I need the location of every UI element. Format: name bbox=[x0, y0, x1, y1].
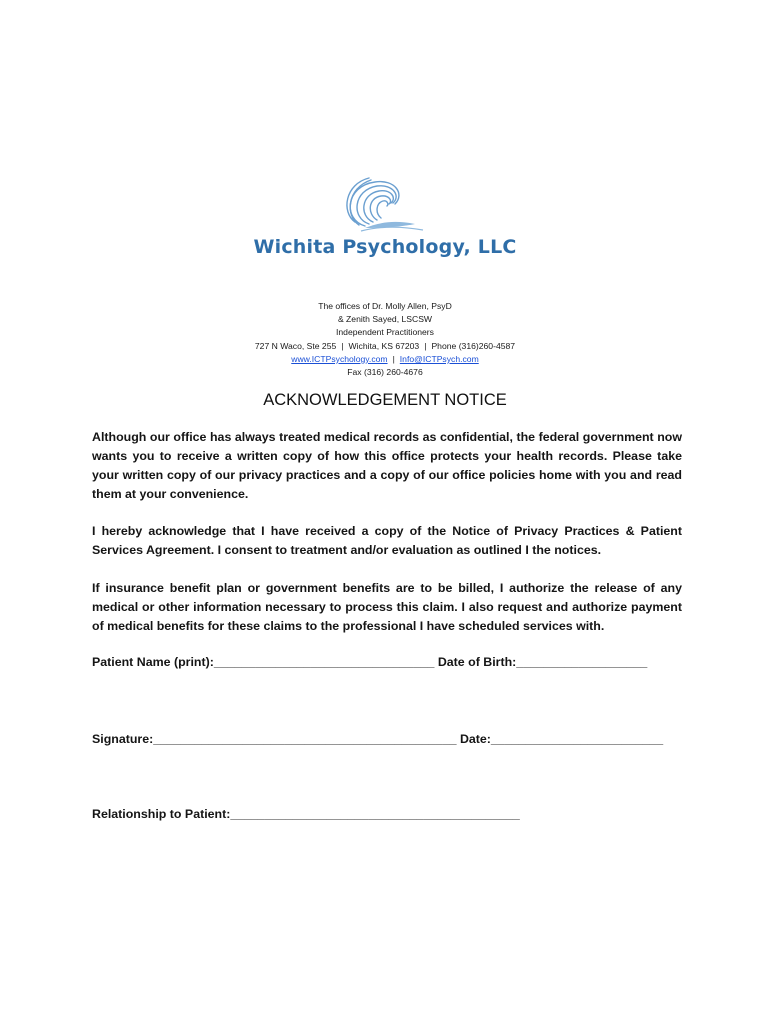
address-line-independent: Independent Practitioners bbox=[336, 327, 434, 338]
address-line-contact bbox=[0, 340, 770, 353]
wave-logo-icon bbox=[335, 176, 435, 234]
patient-info-row bbox=[92, 655, 647, 669]
company-name: Wichita Psychology, LLC bbox=[253, 236, 517, 258]
paragraph-confidentiality: Although our office has always treated medical records as confidential, the federal government now wants you to receive a written copy of how this office protects your health records. Please take your written copy of our privacy practices and a copy of our office policies home with you and read them at your convenience. bbox=[92, 430, 682, 501]
website-link[interactable]: www.ICTPsychology.com bbox=[291, 353, 388, 364]
email-link[interactable]: Info@ICTPsych.com bbox=[399, 353, 479, 364]
patient-name-field[interactable]: Patient Name (print):________________________________ bbox=[92, 655, 435, 669]
address-line-practitioner: & Zenith Sayed, LSCSW bbox=[337, 314, 433, 325]
signature-row bbox=[92, 732, 663, 746]
separator: | bbox=[392, 353, 395, 364]
address-line-web bbox=[0, 353, 770, 366]
city-address: Wichita, KS 67203 bbox=[348, 340, 420, 351]
separator: | bbox=[424, 340, 427, 351]
relationship-field[interactable]: Relationship to Patient:__________________________________________ bbox=[92, 807, 520, 821]
paragraph-insurance: If insurance benefit plan or government benefits are to be billed, I authorize the release of any medical or other information necessary to process this claim. I also request and authorize payment of medical benefits for these claims to the professional I have scheduled services with. bbox=[92, 581, 682, 633]
paragraph-acknowledgement: I hereby acknowledge that I have received a copy of the Notice of Privacy Practices & Patient Services Agreement. I consent to treatment and/or evaluation as outlined I the notices. bbox=[92, 524, 682, 557]
fax-number: Fax (316) 260-4676 bbox=[347, 367, 423, 378]
separator: | bbox=[341, 340, 344, 351]
page-title: ACKNOWLEDGEMENT NOTICE bbox=[263, 391, 507, 409]
office-address-block bbox=[0, 300, 770, 379]
phone-number: Phone (316)260-4587 bbox=[431, 340, 516, 351]
signature-field[interactable]: Signature:____________________________________________ bbox=[92, 732, 457, 746]
address-line-offices: The offices of Dr. Molly Allen, PsyD bbox=[318, 301, 452, 311]
date-of-birth-field[interactable]: Date of Birth:___________________ bbox=[437, 655, 648, 669]
company-logo bbox=[0, 176, 770, 258]
relationship-row bbox=[92, 807, 520, 821]
date-field[interactable]: Date:_________________________ bbox=[459, 732, 664, 746]
street-address: 727 N Waco, Ste 255 bbox=[254, 340, 337, 351]
